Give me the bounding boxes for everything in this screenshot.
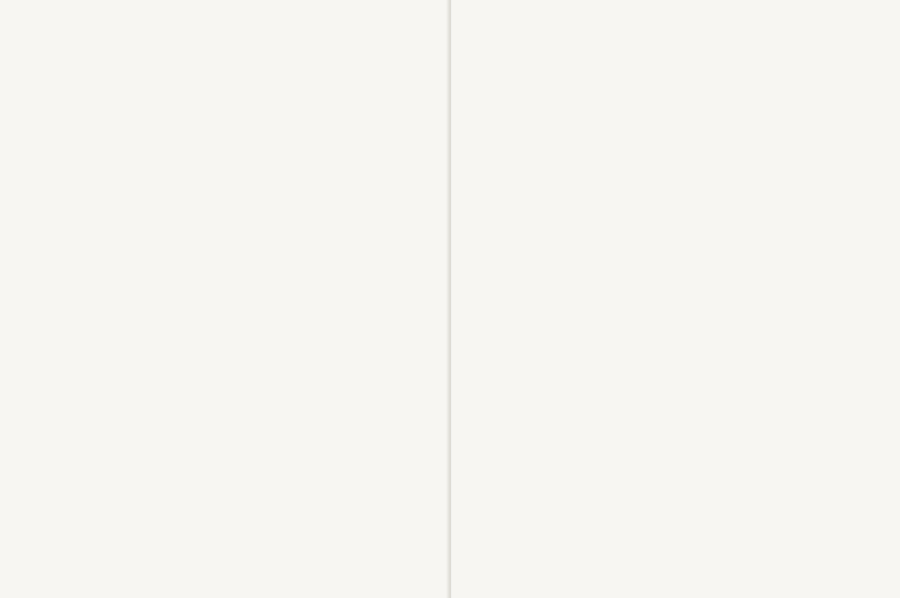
text-line — [40, 266, 424, 284]
text-line — [40, 230, 424, 248]
text-line — [40, 175, 424, 193]
text-line — [40, 539, 424, 557]
text-line — [40, 521, 424, 539]
left-text-block — [40, 48, 424, 598]
text-line — [40, 485, 424, 503]
right-page — [452, 0, 900, 598]
text-line — [40, 375, 424, 393]
text-line — [40, 157, 424, 175]
text-line — [40, 194, 424, 212]
text-line — [40, 466, 424, 484]
text-line — [40, 594, 424, 598]
text-line — [40, 448, 424, 466]
text-line — [40, 303, 424, 321]
text-line — [40, 557, 424, 575]
text-line — [40, 321, 424, 339]
text-line — [40, 84, 424, 102]
text-line — [40, 357, 424, 375]
text-line — [40, 430, 424, 448]
text-line — [40, 339, 424, 357]
text-line — [40, 139, 424, 157]
text-line — [40, 503, 424, 521]
text-line — [40, 248, 424, 266]
text-line — [40, 284, 424, 302]
text-line — [40, 121, 424, 139]
text-line — [40, 66, 424, 84]
text-line — [40, 394, 424, 412]
text-line — [40, 412, 424, 430]
text-line — [40, 212, 424, 230]
text-line — [40, 575, 424, 593]
text-line — [40, 48, 424, 66]
text-line — [40, 103, 424, 121]
